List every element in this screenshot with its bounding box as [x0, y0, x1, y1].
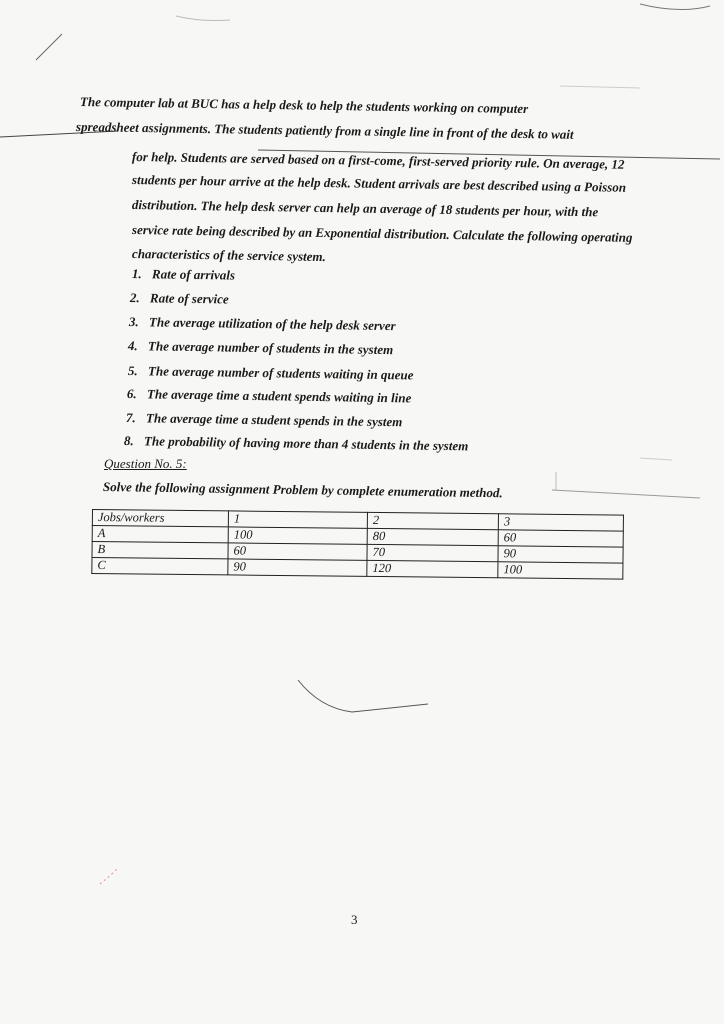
list-item-number: 2.: [129, 290, 140, 306]
list-item-5: [128, 363, 414, 383]
list-item-text: The probability of having more than 4 students in the system: [143, 433, 469, 454]
list-item-number: 1.: [131, 266, 142, 282]
problem-line-5: distribution. The help desk server can help an average of 18 students per hour, with the: [131, 197, 599, 220]
list-item-6: [127, 386, 412, 406]
table-cell: 120: [367, 560, 498, 577]
list-item-number: 7.: [125, 410, 136, 426]
problem-line-2: spreadsheet assignments. The students patiently from a single line in front of the desk to wait: [75, 119, 574, 142]
table-header-cell: 1: [228, 511, 367, 528]
list-item-text: Rate of arrivals: [151, 266, 236, 283]
list-item-1: [132, 266, 235, 284]
list-item-text: The average time a student spends in the system: [145, 410, 403, 430]
list-item-number: 6.: [126, 386, 137, 402]
question-5-instruction: Solve the following assignment Problem by complete enumeration method.: [102, 479, 503, 501]
list-item-text: The average time a student spends waiting in line: [146, 386, 412, 406]
list-item-text: The average number of students in the system: [147, 338, 394, 358]
table-header-cell: 2: [367, 512, 498, 529]
problem-line-1: The computer lab at BUC has a help desk to help the students working on computer: [79, 94, 529, 117]
table-cell: 90: [498, 546, 623, 563]
table-header-cell: 3: [498, 514, 623, 531]
table-cell: C: [92, 558, 228, 575]
list-item-3: [129, 314, 396, 334]
table-cell: 90: [228, 559, 367, 576]
table-cell: 60: [228, 543, 367, 560]
list-item-text: The average utilization of the help desk server: [148, 314, 396, 334]
list-item-2: [130, 290, 229, 308]
list-item-number: 4.: [127, 338, 138, 354]
table-cell: 60: [498, 530, 623, 547]
table-cell: 100: [228, 527, 367, 544]
assignment-table: [91, 509, 624, 580]
table-cell: A: [92, 526, 228, 543]
list-item-8: [124, 433, 469, 454]
list-item-7: [126, 410, 403, 430]
list-item-number: 3.: [128, 314, 139, 330]
problem-line-7: characteristics of the service system.: [131, 246, 326, 265]
list-item-text: Rate of service: [149, 290, 229, 307]
table-cell: B: [92, 542, 228, 559]
problem-line-3: for help. Students are served based on a first-come, first-served priority rule. On average, 12: [131, 149, 625, 172]
list-item-number: 5.: [127, 363, 138, 379]
list-item-text: The average number of students waiting in queue: [147, 363, 414, 383]
page-number: 3: [351, 912, 358, 927]
question-5-heading: Question No. 5:: [104, 456, 187, 471]
problem-line-6: service rate being described by an Exponential distribution. Calculate the following operating: [131, 222, 633, 245]
table-cell: 80: [367, 528, 498, 545]
problem-line-4: students per hour arrive at the help desk. Student arrivals are best described using a Poisson: [131, 172, 627, 195]
table-header-cell: Jobs/workers: [92, 510, 228, 527]
list-item-number: 8.: [123, 433, 134, 449]
table-cell: 100: [498, 562, 623, 579]
list-item-4: [128, 338, 393, 358]
table-cell: 70: [367, 544, 498, 561]
